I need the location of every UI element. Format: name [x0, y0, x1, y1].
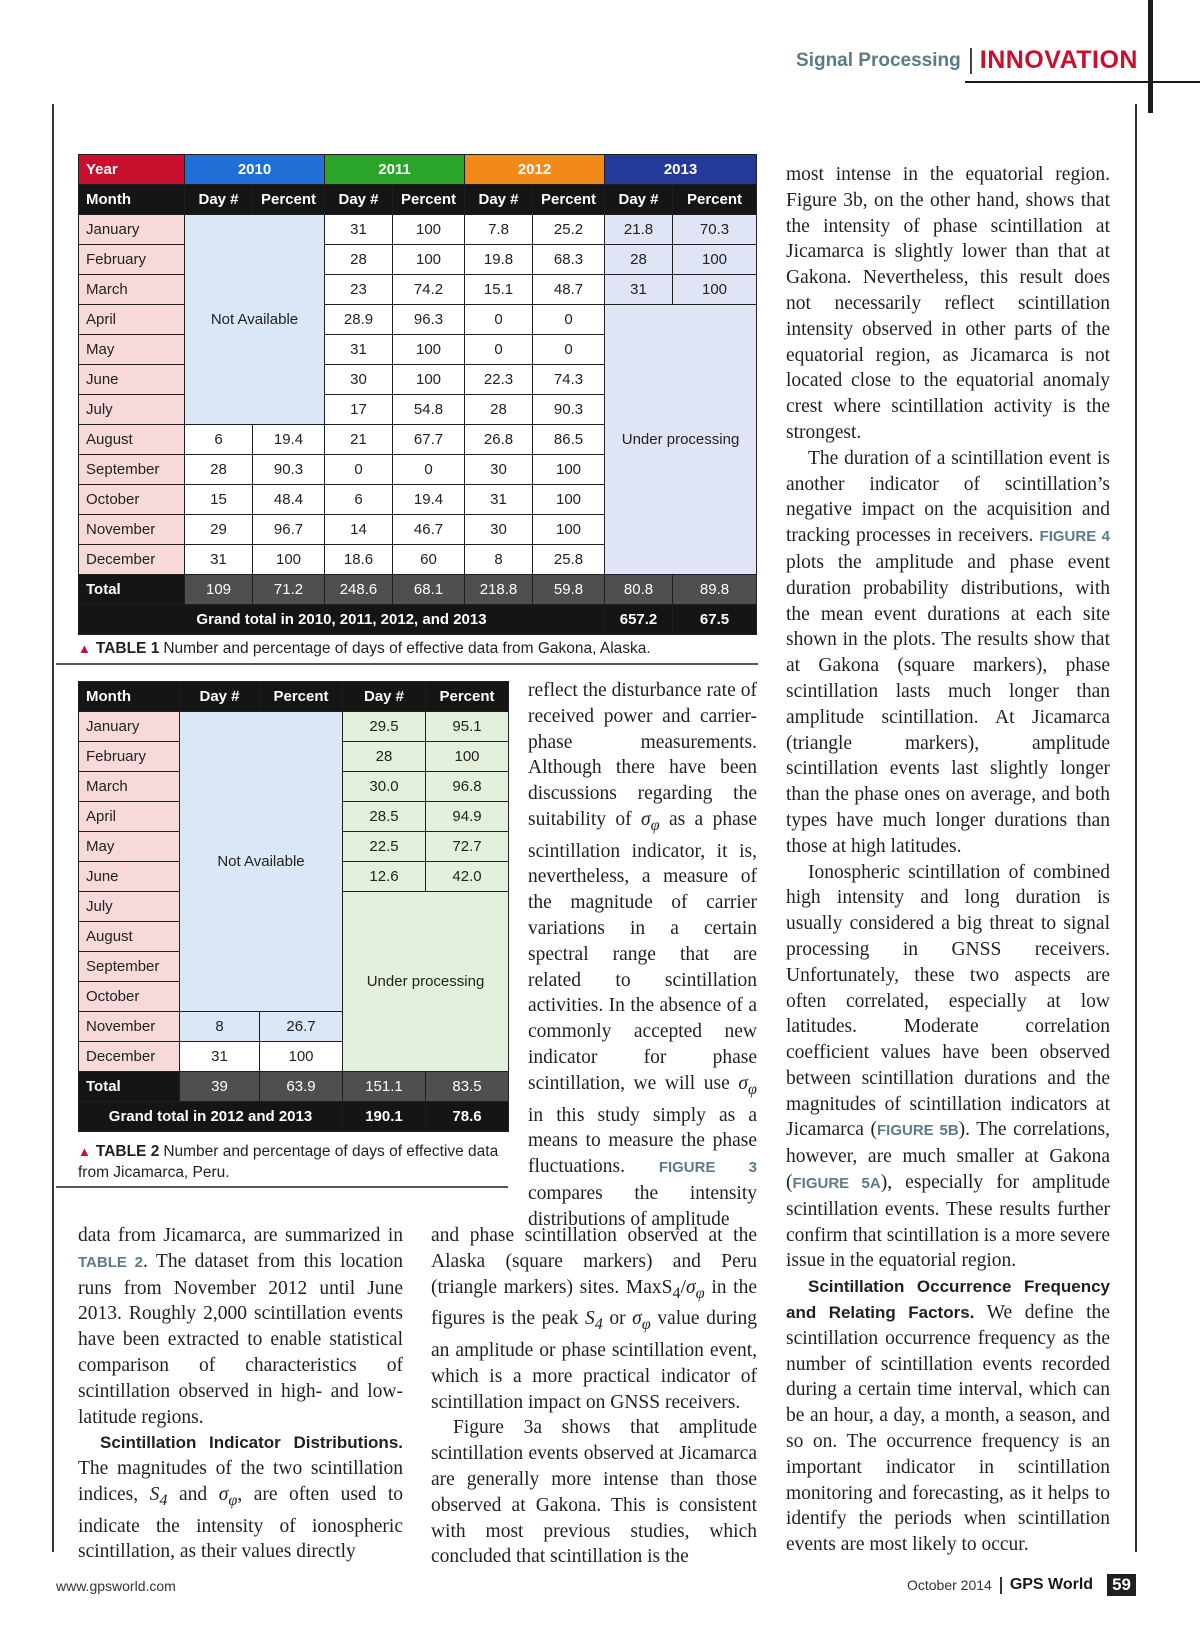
header-vertical-rule	[1148, 0, 1153, 113]
month-cell: December	[79, 1042, 180, 1072]
data-cell: 0	[325, 455, 393, 485]
caption-rule	[56, 1186, 508, 1188]
data-cell: 30	[325, 365, 393, 395]
percent-header: Percent	[533, 185, 605, 215]
percent-header: Percent	[260, 682, 343, 712]
year-2013: 2013	[605, 155, 757, 185]
data-cell: 28.5	[343, 802, 426, 832]
data-cell: 26.8	[465, 425, 533, 455]
left-column-rule	[52, 104, 54, 1552]
day-header: Day #	[180, 682, 260, 712]
column-2-text-top	[528, 678, 757, 1233]
table-row	[79, 245, 757, 275]
total-cell: 248.6	[325, 575, 393, 605]
column-2-text-bottom	[431, 1223, 757, 1570]
data-cell: 15	[185, 485, 253, 515]
month-cell: November	[79, 1012, 180, 1042]
data-cell: 8	[465, 545, 533, 575]
data-cell: 0	[465, 335, 533, 365]
data-cell: 31	[465, 485, 533, 515]
footer-url[interactable]: www.gpsworld.com	[56, 1578, 176, 1594]
percent-header: Percent	[673, 185, 757, 215]
data-cell: 68.3	[533, 245, 605, 275]
month-cell: March	[79, 772, 180, 802]
data-cell: 28	[605, 245, 673, 275]
grand-total-cell: 190.1	[343, 1102, 426, 1132]
data-cell: 100	[533, 485, 605, 515]
footer-date: October 2014	[906, 1577, 992, 1593]
month-cell: September	[79, 952, 180, 982]
table-1	[78, 154, 757, 635]
figure-5a-reference: FIGURE 5A	[792, 1175, 881, 1193]
text-run: ). The correlations, however, are much smaller at Gakona (	[786, 1119, 1111, 1194]
symbol-subscript: φ	[650, 815, 660, 834]
grand-total-cell: 78.6	[426, 1102, 509, 1132]
month-cell: March	[79, 275, 185, 305]
data-cell: 26.7	[260, 1012, 343, 1042]
data-cell: 100	[253, 545, 325, 575]
data-cell: 94.9	[426, 802, 509, 832]
month-cell: June	[79, 862, 180, 892]
text-run: The duration of a scintillation event is another indicator of scintillation’s negative impact on the acquisition and tracking processes in receivers.	[786, 447, 1110, 547]
text-run: The magnitudes of the two scintillation indices,	[78, 1458, 403, 1505]
month-cell: February	[79, 245, 185, 275]
right-column-rule	[1135, 104, 1137, 1552]
month-header: Month	[79, 185, 185, 215]
not-available-cell: Not Available	[185, 215, 325, 425]
figure-3-reference: FIGURE 3	[658, 1159, 757, 1177]
table-2	[78, 681, 509, 1132]
caption-label: TABLE 2	[95, 1143, 160, 1160]
data-cell: 0	[465, 305, 533, 335]
data-cell: 48.7	[533, 275, 605, 305]
total-cell: 59.8	[533, 575, 605, 605]
day-header: Day #	[605, 185, 673, 215]
month-cell: January	[79, 712, 180, 742]
caption-rule	[56, 663, 758, 665]
text-run: and	[167, 1483, 219, 1505]
table-row	[79, 215, 757, 245]
symbol: σ	[218, 1483, 229, 1505]
caption-label: TABLE 1	[95, 640, 160, 657]
data-cell: 90.3	[253, 455, 325, 485]
year-2012: 2012	[465, 155, 605, 185]
table-row	[79, 712, 509, 742]
data-cell: 60	[393, 545, 465, 575]
data-cell: 100	[673, 275, 757, 305]
data-cell: 15.1	[465, 275, 533, 305]
data-cell: 74.2	[393, 275, 465, 305]
table-1-year-row	[79, 155, 757, 185]
caption-triangle-icon: ▲	[78, 1144, 91, 1159]
month-cell: November	[79, 515, 185, 545]
subheading: Scintillation Indicator Distributions.	[100, 1433, 403, 1453]
year-2011: 2011	[325, 155, 465, 185]
data-cell: 22.5	[343, 832, 426, 862]
total-cell: 151.1	[343, 1072, 426, 1102]
table-2-total-row	[79, 1072, 509, 1102]
table-row	[79, 275, 757, 305]
data-cell: 28	[343, 742, 426, 772]
data-cell: 6	[325, 485, 393, 515]
day-header: Day #	[465, 185, 533, 215]
grand-total-label: Grand total in 2012 and 2013	[79, 1102, 343, 1132]
table-1-total-row	[79, 575, 757, 605]
total-cell: 39	[180, 1072, 260, 1102]
data-cell: 19.4	[393, 485, 465, 515]
data-cell: 100	[393, 245, 465, 275]
grand-total-label: Grand total in 2010, 2011, 2012, and 2013	[79, 605, 605, 635]
data-cell: 100	[393, 215, 465, 245]
data-cell: 14	[325, 515, 393, 545]
text-run: and phase scintillation observed at the Alaska (square markers) and Peru (triangle markers) sites. MaxS	[431, 1225, 757, 1298]
caption-triangle-icon: ▲	[78, 641, 91, 656]
footer-magazine: GPS World	[1009, 1576, 1094, 1593]
symbol-subscript: φ	[228, 1490, 238, 1509]
text-run: in this study simply as a means to measure the phase fluctuations.	[528, 1104, 757, 1178]
header-brand: INNOVATION	[979, 46, 1138, 74]
data-cell: 19.8	[465, 245, 533, 275]
data-cell: 100	[673, 245, 757, 275]
symbol-subscript: φ	[748, 1079, 757, 1098]
total-cell: 80.8	[605, 575, 673, 605]
text-run: most intense in the equatorial region. Figure 3b, on the other hand, shows that the intensity of phase scintillation at Jicamarca is slightly lower than that at Gakona. Nevertheless, this result does not necessarily reflect scintillation intensity observed in other parts of the equatorial region, as Jicamarca is not located close to the equatorial anomaly crest where scintillation activity is the strongest.	[786, 164, 1110, 443]
table-1-grand-total-row	[79, 605, 757, 635]
data-cell: 28	[325, 245, 393, 275]
not-available-cell: Not Available	[180, 712, 343, 1012]
data-cell: 70.3	[673, 215, 757, 245]
table-2-header-row	[79, 682, 509, 712]
month-cell: April	[79, 305, 185, 335]
percent-header: Percent	[393, 185, 465, 215]
data-cell: 95.1	[426, 712, 509, 742]
data-cell: 31	[185, 545, 253, 575]
table-2-reference: TABLE 2	[78, 1253, 143, 1271]
data-cell: 22.3	[465, 365, 533, 395]
table-2-grand-total-row	[79, 1102, 509, 1132]
data-cell: 30.0	[343, 772, 426, 802]
total-cell: 89.8	[673, 575, 757, 605]
year-label: Year	[79, 155, 185, 185]
month-cell: February	[79, 742, 180, 772]
data-cell: 31	[605, 275, 673, 305]
data-cell: 96.7	[253, 515, 325, 545]
data-cell: 96.3	[393, 305, 465, 335]
total-cell: 109	[185, 575, 253, 605]
data-cell: 42.0	[426, 862, 509, 892]
table-row	[79, 305, 757, 335]
month-cell: August	[79, 425, 185, 455]
data-cell: 18.6	[325, 545, 393, 575]
total-cell: 68.1	[393, 575, 465, 605]
data-cell: 29.5	[343, 712, 426, 742]
month-cell: October	[79, 485, 185, 515]
data-cell: 100	[260, 1042, 343, 1072]
data-cell: 28.9	[325, 305, 393, 335]
header-section: Signal Processing	[796, 49, 961, 71]
data-cell: 46.7	[393, 515, 465, 545]
text-run: or	[602, 1308, 633, 1330]
month-cell: April	[79, 802, 180, 832]
total-cell: 218.8	[465, 575, 533, 605]
data-cell: 0	[533, 305, 605, 335]
month-cell: May	[79, 335, 185, 365]
table-1-caption	[78, 638, 758, 659]
data-cell: 7.8	[465, 215, 533, 245]
text-run: We define the scintillation occurrence frequency as the number of scintillation events recorded during a certain time interval, which can be an hour, a day, a month, a season, and so on. The occurrence frequency is an important indicator in scintillation monitoring and forecasting, as it helps to identify the periods when scintillation events are most likely to occur.	[786, 1302, 1110, 1556]
data-cell: 30	[465, 455, 533, 485]
data-cell: 96.8	[426, 772, 509, 802]
data-cell: 54.8	[393, 395, 465, 425]
symbol: σ	[640, 808, 651, 830]
month-cell: December	[79, 545, 185, 575]
month-cell: June	[79, 365, 185, 395]
data-cell: 100	[426, 742, 509, 772]
grand-total-cell: 657.2	[605, 605, 673, 635]
total-label: Total	[79, 575, 185, 605]
text-run: Ionospheric scintillation of combined high intensity and long duration is usually considered a big threat to signal processing in GNSS receivers. Unfortunately, these two aspects are often correlated, especially at low latitudes. Moderate correlation coefficient values have been observed between scintillation durations and the magnitudes of scintillation indicators at Jicamarca (	[786, 861, 1110, 1141]
month-cell: September	[79, 455, 185, 485]
data-cell: 28	[185, 455, 253, 485]
symbol-subscript: 4	[594, 1315, 603, 1334]
symbol: S	[584, 1308, 595, 1330]
table-1-header-row	[79, 185, 757, 215]
month-cell: October	[79, 982, 180, 1012]
caption-text: Number and percentage of days of effective data from Gakona, Alaska.	[163, 640, 651, 657]
under-processing-cell: Under processing	[605, 305, 757, 575]
text-run: . The dataset from this location runs from November 2012 until June 2013. Roughly 2,000 scintillation events have been extracted to enable statistical comparison of characteristics of scintillation observed in high- and low-latitude regions.	[78, 1250, 403, 1428]
symbol: σ	[686, 1276, 696, 1298]
day-header: Day #	[343, 682, 426, 712]
page-footer	[0, 1572, 1200, 1602]
data-cell: 67.7	[393, 425, 465, 455]
text-run: in the figures is the peak	[431, 1276, 757, 1330]
table-2-caption	[78, 1141, 518, 1183]
month-cell: May	[79, 832, 180, 862]
symbol: σ	[632, 1308, 642, 1330]
data-cell: 74.3	[533, 365, 605, 395]
figure-4-reference: FIGURE 4	[1039, 528, 1110, 546]
month-cell: August	[79, 922, 180, 952]
data-cell: 12.6	[343, 862, 426, 892]
figure-5b-reference: FIGURE 5B	[876, 1122, 959, 1140]
month-cell: January	[79, 215, 185, 245]
percent-header: Percent	[253, 185, 325, 215]
data-cell: 100	[393, 365, 465, 395]
data-cell: 100	[533, 515, 605, 545]
footer-right	[907, 1574, 1136, 1596]
month-header: Month	[79, 682, 180, 712]
text-run: as a phase scintillation indicator, it is, nevertheless, a measure of the magnitude of carrier variations in a certain spectral range that are related to scintillation activities. In the absence of a commonly accepted new indicator for phase scintillation, we will use	[528, 808, 757, 1094]
running-header	[796, 46, 1138, 75]
data-cell: 28	[465, 395, 533, 425]
subheading: Scintillation Occurrence Frequency and Relating Factors.	[786, 1277, 1110, 1323]
symbol-subscript: 4	[159, 1490, 168, 1509]
text-run: data from Jicamarca, are summarized in	[78, 1225, 403, 1246]
data-cell: 8	[180, 1012, 260, 1042]
header-horizontal-rule	[965, 81, 1200, 83]
data-cell: 0	[533, 335, 605, 365]
data-cell: 100	[533, 455, 605, 485]
month-cell: July	[79, 395, 185, 425]
text-run: value during an amplitude or phase scintillation event, which is a more practical indicator of scintillation impact on GNSS receivers.	[431, 1308, 757, 1413]
text-run: , are often used to indicate the intensity of ionospheric scintillation, as their values directly	[78, 1483, 404, 1563]
text-run: compares the intensity distributions of amplitude	[528, 1182, 757, 1230]
caption-text: Number and percentage of days of effective data from Jicamarca, Peru.	[78, 1143, 499, 1181]
data-cell: 17	[325, 395, 393, 425]
page-number: 59	[1107, 1574, 1136, 1596]
data-cell: 0	[393, 455, 465, 485]
total-cell: 71.2	[253, 575, 325, 605]
percent-header: Percent	[426, 682, 509, 712]
data-cell: 21.8	[605, 215, 673, 245]
day-header: Day #	[325, 185, 393, 215]
grand-total-cell: 67.5	[673, 605, 757, 635]
symbol-subscript: φ	[695, 1283, 705, 1302]
under-processing-cell: Under processing	[343, 892, 509, 1072]
total-label: Total	[79, 1072, 180, 1102]
text-run: ), especially for amplitude scintillation events. These results further confirm that scintillation is a more severe issue in the equatorial region.	[786, 1172, 1110, 1272]
symbol-subscript: φ	[641, 1315, 651, 1334]
data-cell: 25.2	[533, 215, 605, 245]
data-cell: 72.7	[426, 832, 509, 862]
year-2010: 2010	[185, 155, 325, 185]
data-cell: 48.4	[253, 485, 325, 515]
text-run: plots the amplitude and phase event duration probability distributions, with the mean event durations at each site shown in the plots. The results show that at Gakona (square markers), phase scintillation lasts much longer than amplitude scintillation. At Jicamarca (triangle markers), amplitude scintillation events last slightly longer than the phase ones on average, and both types have much longer durations than those at high latitudes.	[786, 551, 1110, 857]
footer-separator	[1000, 1577, 1002, 1594]
data-cell: 30	[465, 515, 533, 545]
data-cell: 86.5	[533, 425, 605, 455]
data-cell: 29	[185, 515, 253, 545]
day-header: Day #	[185, 185, 253, 215]
data-cell: 90.3	[533, 395, 605, 425]
text-run: /	[680, 1276, 687, 1298]
symbol-subscript: 4	[672, 1283, 681, 1302]
data-cell: 19.4	[253, 425, 325, 455]
data-cell: 23	[325, 275, 393, 305]
data-cell: 31	[325, 215, 393, 245]
data-cell: 25.8	[533, 545, 605, 575]
text-run: Figure 3a shows that amplitude scintillation events observed at Jicamarca are generally more intense than those observed at Gakona. This is consistent with most previous studies, which concluded that scintillation is the	[431, 1417, 757, 1568]
column-1-text	[78, 1223, 403, 1565]
total-cell: 83.5	[426, 1072, 509, 1102]
symbol: σ	[738, 1072, 748, 1094]
column-3-text	[786, 162, 1110, 1558]
month-cell: July	[79, 892, 180, 922]
total-cell: 63.9	[260, 1072, 343, 1102]
symbol: S	[149, 1483, 160, 1505]
text-run: reflect the disturbance rate of received power and carrier-phase measurements. Although there have been discussions regarding the suitability of	[528, 680, 757, 830]
data-cell: 31	[180, 1042, 260, 1072]
data-cell: 31	[325, 335, 393, 365]
data-cell: 100	[393, 335, 465, 365]
data-cell: 6	[185, 425, 253, 455]
data-cell: 21	[325, 425, 393, 455]
